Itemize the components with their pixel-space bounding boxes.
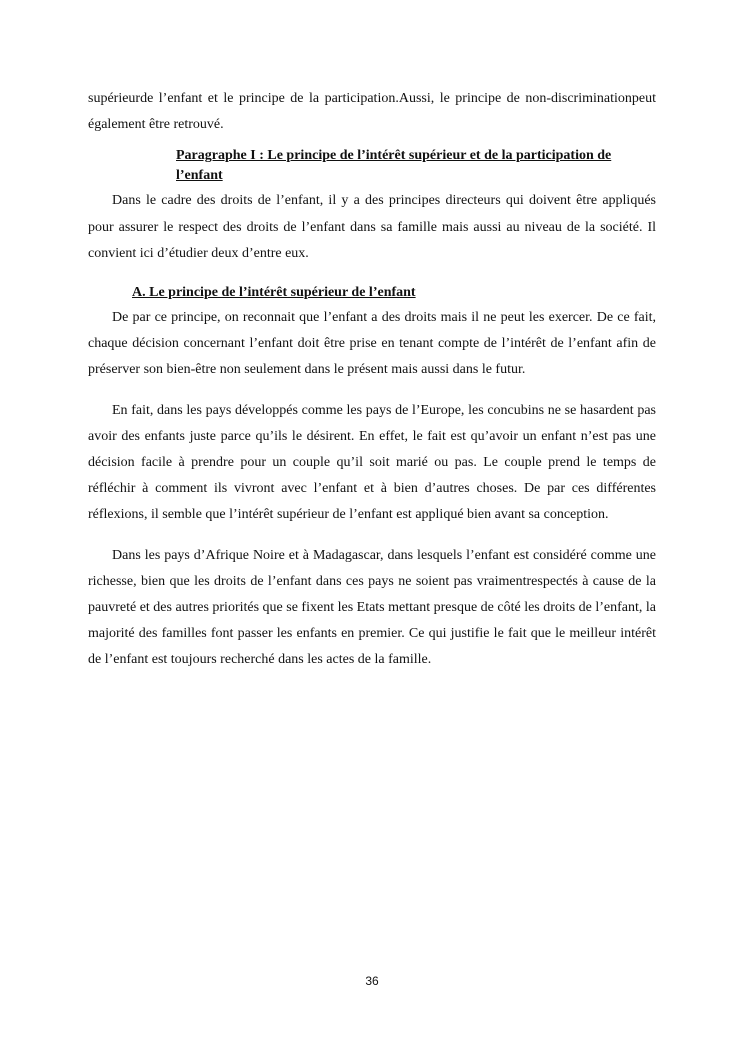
section-a-paragraph-3: Dans les pays d’Afrique Noire et à Madagascar, dans lesquels l’enfant est considéré comme une richesse, bien que les droits de l’enfant dans ces pays ne soient pas vraimentrespectés à cause de la pauvreté et des autres priorités que se fixent les Etats mettant presque de côté les droits de l’enfant, la majorité des familles font passer les enfants en premier. Ce qui justifie le fait que le meilleur intérêt de l’enfant est toujours recherché dans les actes de la famille. — [88, 547, 656, 668]
section-a-heading: A. Le principe de l’intérêt supérieur de l’enfant — [132, 285, 416, 301]
paragraph-intro: Dans le cadre des droits de l’enfant, il y a des principes directeurs qui doivent être appliqués pour assurer le respect des droits de l’enfant dans sa famille mais aussi au niveau de la société. Il convient ici d’étudier deux d’entre eux. — [88, 193, 656, 261]
section-a-paragraph-2: En fait, dans les pays développés comme les pays de l’Europe, les concubins ne se hasardent pas avoir des enfants juste parce qu’ils le désirent. En effet, le fait est qu’avoir un enfant n’est pas une décision facile à prendre pour un couple qu’il soit marié ou pas. Le couple prend le temps de réfléchir à comment ils vivront avec l’enfant et à bien d’autres choses. De par ces différentes réflexions, il semble que l’intérêt supérieur de l’enfant est appliqué bien avant sa conception. — [88, 402, 656, 523]
intro-paragraph: supérieurde l’enfant et le principe de la participation.Aussi, le principe de non-discriminationpeut également être retrouvé. — [88, 91, 656, 133]
paragraph-heading: Paragraphe I : Le principe de l’intérêt supérieur et de la participation de l’enfant — [176, 148, 612, 184]
page-number: 36 — [365, 974, 379, 988]
section-a-paragraph-1: De par ce principe, on reconnait que l’enfant a des droits mais il ne peut les exercer. De ce fait, chaque décision concernant l’enfant doit être prise en tenant compte de l’intérêt de l’enfant afin de préserver son bien-être non seulement dans le présent mais aussi dans le futur. — [88, 310, 656, 378]
document-body — [88, 86, 656, 674]
